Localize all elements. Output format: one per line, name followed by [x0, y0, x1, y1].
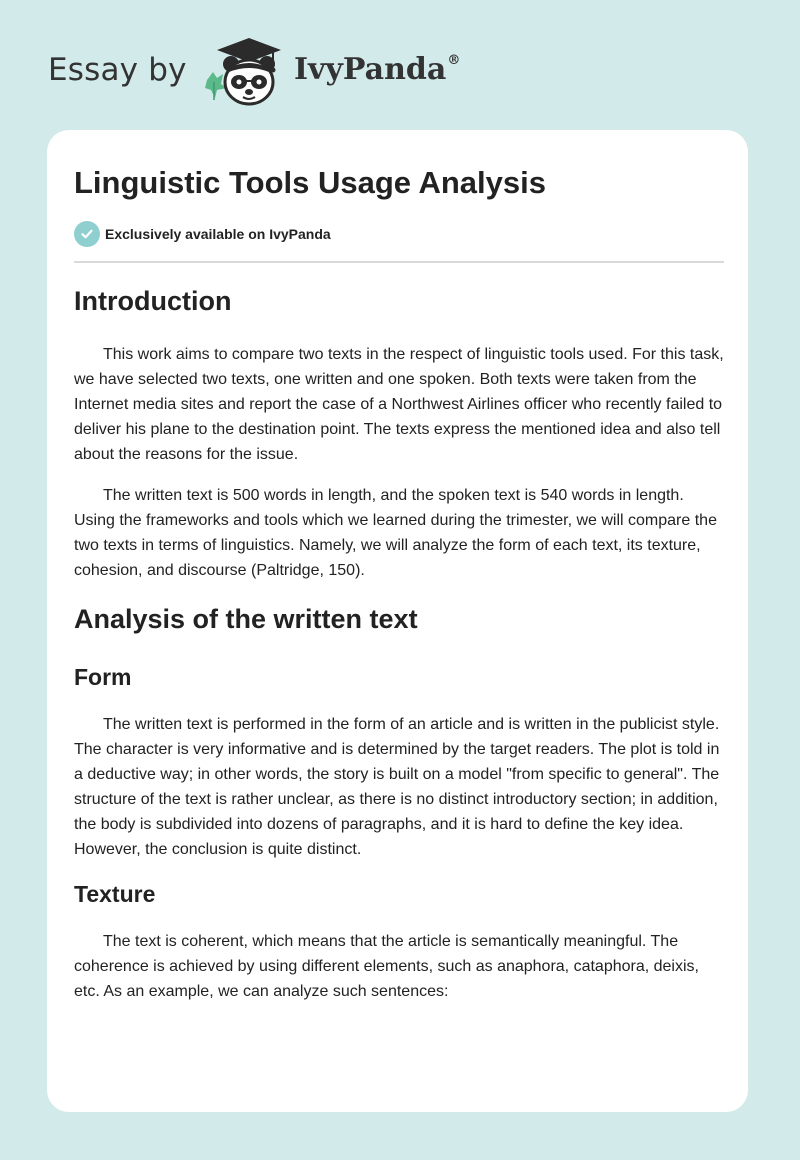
divider	[74, 261, 724, 263]
brand-name[interactable]: IvyPanda®	[294, 52, 461, 87]
texture-heading: Texture	[74, 881, 156, 907]
brand-prefix: Essay by	[48, 52, 187, 88]
registered-mark: ®	[447, 53, 461, 68]
introduction-paragraph-1: This work aims to compare two texts in the respect of linguistic tools used. For this task, we have selected two texts, one written and one spoken. Both texts were taken from the Internet media sites and report the case of a Northwest Airlines officer who recently failed to deliver his plane to the destination point. The texts express the mentioned idea and also tell about the reasons for the issue.	[74, 346, 724, 463]
introduction-heading: Introduction	[74, 286, 232, 316]
texture-paragraph: The text is coherent, which means that the article is semantically meaningful. The coherence is achieved by using different elements, such as anaphora, cataphora, deixis, etc. As an example, we can analyze such sentences:	[74, 933, 699, 1000]
exclusive-label: Exclusively available on IvyPanda	[105, 226, 331, 242]
ivy-leaf-icon	[205, 72, 227, 100]
form-paragraph: The written text is performed in the form of an article and is written in the publicist style. The character is very informative and is determined by the target readers. The plot is told in a deductive way; in other words, the story is built on a model "from specific to general". The structure of the text is rather unclear, as there is no distinct introductory section; in addition, the body is subdivided into dozens of paragraphs, and it is hard to define the key idea. However, the conclusion is quite distinct.	[74, 716, 720, 858]
panda-logo-icon[interactable]	[203, 34, 283, 110]
page-title: Linguistic Tools Usage Analysis	[74, 165, 546, 200]
site-header	[48, 30, 508, 110]
form-heading: Form	[74, 664, 132, 690]
introduction-paragraph-2: The written text is 500 words in length, and the spoken text is 540 words in length. Using the frameworks and tools which we learned during the trimester, we will compare the two texts in terms of linguistics. Namely, we will analyze the form of each text, its texture, cohesion, and discourse (Paltridge, 150).	[74, 487, 717, 579]
essay-card	[47, 130, 748, 1112]
checkmark-icon	[74, 221, 100, 247]
analysis-heading: Analysis of the written text	[74, 604, 418, 634]
exclusive-badge	[74, 221, 331, 247]
